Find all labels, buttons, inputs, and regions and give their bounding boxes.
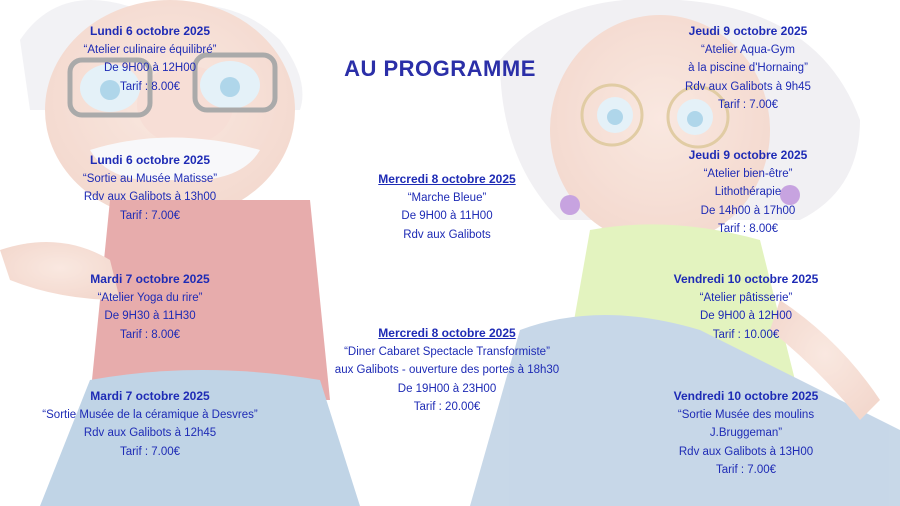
page-title: AU PROGRAMME — [344, 56, 536, 81]
event-line: Tarif : 10.00€ — [712, 328, 780, 341]
event-line: “Atelier culinaire équilibré” — [83, 43, 217, 56]
event-line: De 9H00 à 12H00 — [103, 62, 197, 74]
event-date: Vendredi 10 octobre 2025 — [673, 389, 819, 403]
event-line: aux Galibots - ouverture des portes à 18h30 — [334, 364, 560, 376]
event-left-2 — [40, 151, 260, 225]
event-line: Rdv aux Galibots — [403, 228, 491, 241]
event-left-4 — [20, 387, 280, 461]
event-line: Tarif : 7.00€ — [715, 464, 777, 476]
event-line: Tarif : 8.00€ — [717, 223, 779, 235]
event-line: à la piscine d'Hornaing” — [688, 62, 808, 74]
event-line: “Sortie Musée de la céramique à Desvres” — [42, 408, 258, 421]
event-line: De 9H30 à 11H30 — [104, 310, 196, 322]
event-line: De 9H00 à 11H00 — [401, 210, 493, 222]
event-date: Mercredi 8 octobre 2025 — [378, 172, 516, 186]
event-line: De 9H00 à 12H00 — [699, 310, 793, 322]
event-line: Rdv aux Galibots à 12h45 — [83, 427, 217, 439]
event-date: Mardi 7 octobre 2025 — [90, 272, 210, 286]
event-line: “Sortie au Musée Matisse” — [82, 172, 218, 185]
event-line: J.Bruggeman” — [709, 427, 783, 439]
event-line: Tarif : 7.00€ — [119, 209, 181, 222]
event-left-3 — [40, 270, 260, 344]
event-line: Rdv aux Galibots à 9h45 — [685, 80, 811, 93]
event-line: “Atelier bien-être” — [703, 167, 793, 180]
event-line: Rdv aux Galibots à 13H00 — [678, 445, 814, 458]
event-right-1 — [638, 22, 858, 115]
event-line: Tarif : 20.00€ — [413, 401, 481, 413]
event-right-3 — [636, 270, 856, 344]
event-center-1 — [337, 170, 557, 244]
event-line: “Marche Bleue” — [407, 191, 487, 204]
event-date: Vendredi 10 octobre 2025 — [673, 272, 819, 286]
event-line: Lithothérapie — [714, 186, 782, 198]
event-right-2 — [638, 146, 858, 239]
event-line: “Atelier Yoga du rire” — [97, 291, 203, 304]
event-line: “Diner Cabaret Spectacle Transformiste” — [344, 345, 550, 358]
event-line: “Sortie Musée des moulins — [677, 408, 815, 421]
event-line: Tarif : 7.00€ — [717, 99, 779, 111]
event-date: Jeudi 9 octobre 2025 — [688, 24, 808, 38]
event-line: “Atelier Aqua-Gym — [701, 43, 795, 56]
event-date: Lundi 6 octobre 2025 — [89, 153, 211, 167]
event-line: De 14h00 à 17h00 — [700, 204, 796, 217]
event-line: Tarif : 8.00€ — [119, 80, 181, 93]
event-line: Rdv aux Galibots à 13h00 — [83, 191, 217, 203]
event-date: Lundi 6 octobre 2025 — [89, 24, 211, 38]
event-left-1 — [40, 22, 260, 96]
event-date: Mardi 7 octobre 2025 — [90, 389, 210, 403]
event-line: Tarif : 7.00€ — [119, 445, 181, 458]
event-right-4 — [636, 387, 856, 480]
event-line: Tarif : 8.00€ — [119, 328, 181, 341]
event-line: De 19H00 à 23H00 — [397, 382, 497, 395]
event-date: Jeudi 9 octobre 2025 — [688, 148, 808, 162]
event-date: Mercredi 8 octobre 2025 — [378, 326, 516, 340]
event-center-2 — [317, 324, 577, 417]
event-line: “Atelier pâtisserie” — [699, 291, 793, 304]
